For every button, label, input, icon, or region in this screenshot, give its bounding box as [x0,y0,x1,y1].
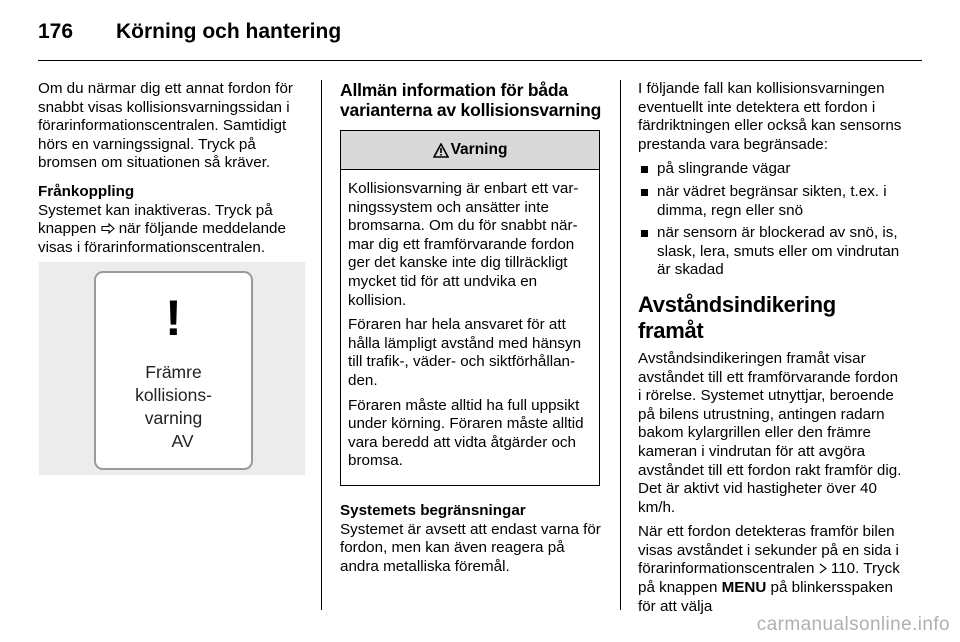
warning-paragraph: Kollisionsvarning är enbart ett varningssystem och ansätter inte bromsarna. Om du för snabbt närmar dig ett framförvarande fordon ger det kanske inte dig tillräckligt mycket tid för att undvika en kollision. [348,180,579,309]
arrow-right-icon [101,223,115,234]
page-title: Körning och hantering [116,20,342,43]
distance-paragraph: Avståndsindikeringen framåt visar avståndet till ett framförvarande fordon i rörelse. Systemet utnyttjar, beroende på bilens utrustning, antingen radarn bakom kylargrillen eller den främre kameran i vindrutan för att avgöra avståndet till ett fordon rakt framför dig. Det är aktivt vid hastigheter över 40 km/h. [638,349,902,516]
page-header [38,16,341,48]
warning-triangle-icon [433,143,449,158]
watermark: carmanualsonline.info [756,614,950,635]
page-number: 176 [38,20,74,43]
display-screen [94,271,253,470]
limits-paragraph: Systemet är avsett att endast varna för fordon, men kan även reagera på andra metalliska föremål. [340,520,601,575]
display-message: Främre kollisions- varning AV [135,362,212,451]
right-column [638,80,904,626]
warning-paragraph: Föraren har hela ansvaret för att hålla lämpligt avstånd med hänsyn till trafik-, väder- och siktförhållanden. [348,316,582,389]
warning-title-bar: Varning [341,131,599,170]
limits-list [638,160,904,280]
limits-intro: I följande fall kan kollisionsvarningen eventuellt inte detektera ett fordon i färdriktningen eller också kan sensorns prestanda vara begränsade: [638,80,902,153]
list-item: på slingrande vägar [638,160,904,179]
warning-paragraph: Föraren måste alltid ha full uppsikt under körning. Föraren måste alltid vara beredd att vidta åtgärder och bromsa. [348,396,584,470]
column-divider-2 [620,80,621,610]
disable-paragraph: Systemet kan inaktiveras. Tryck på knappen när följande meddelande visas i förarinformationscentralen. [38,201,286,256]
intro-paragraph: Om du närmar dig ett annat fordon för snabbt visas kollisionsvarningssidan i förarinformationscentralen. Samtidigt hörs en varningssignal. Tryck på bromsen om situationen så kräver. [38,80,293,172]
column-divider-1 [321,80,322,610]
driver-info-display [39,262,305,475]
header-rule [38,60,922,61]
list-item: när vädret begränsar sikten, t.ex. i dimma, regn eller snö [638,183,904,220]
left-column [38,80,308,267]
middle-column [340,80,602,586]
section-heading-distance: Avståndsindikering framåt [638,291,836,343]
warning-box [340,130,600,486]
page-reference[interactable]: 110 [830,560,856,578]
page-ref-arrow-icon [819,563,827,574]
limits-heading: Systemets begränsningar [340,501,526,519]
exclamation-icon: ! [165,290,182,346]
menu-key-label: MENU [721,579,767,597]
list-item: när sensorn är blockerad av snö, is, slask, lera, smuts eller om vindrutan är skadad [638,224,904,280]
warning-body [341,170,599,485]
disable-heading: Frånkoppling [38,182,135,200]
distance-paragraph-2: När ett fordon detekteras framför bilen visas avståndet i sekunder på en sida i förarinformationscentralen 110. Tryck på knappen MENU på blinkersspaken för att välja [638,523,900,615]
section-heading-general: Allmän information för båda varianterna av kollisionsvarning [340,80,602,120]
